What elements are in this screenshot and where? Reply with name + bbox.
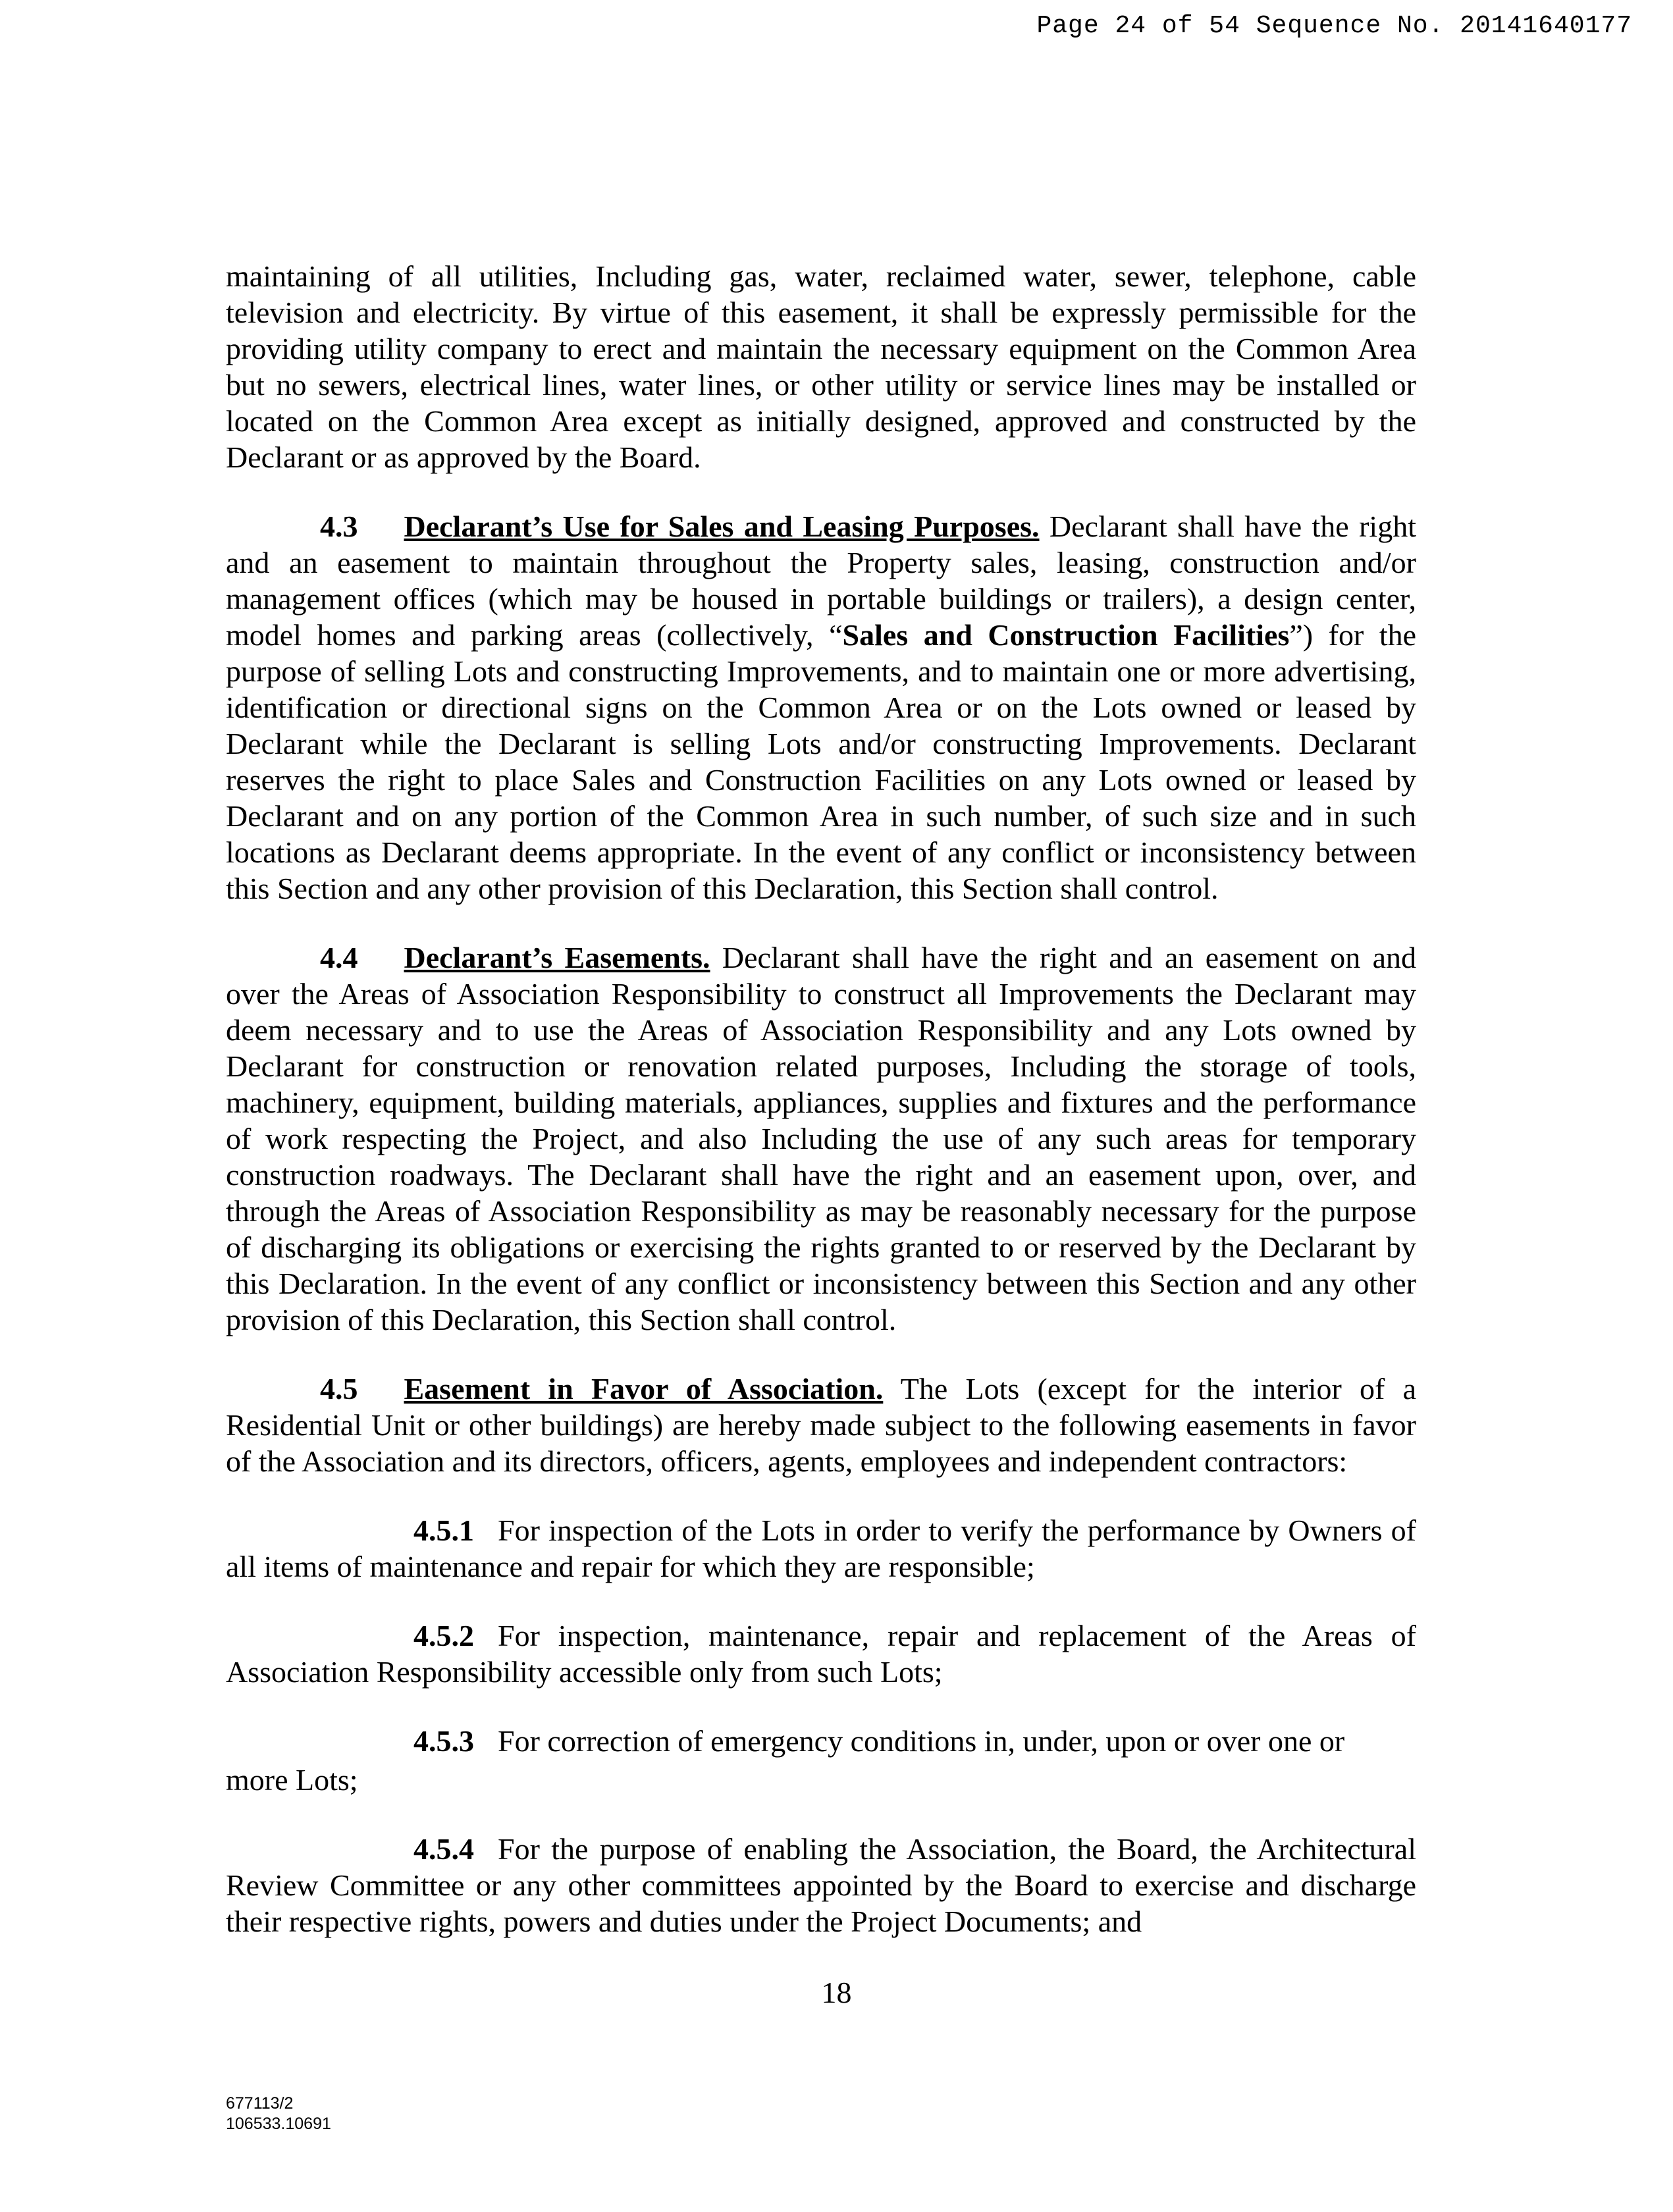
page-number: 18	[821, 1976, 852, 2009]
section-4-5	[226, 1371, 1416, 1479]
section-text: For correction of emergency conditions in, under, upon or over one or	[498, 1724, 1345, 1758]
section-text: ”) for the purpose of selling Lots and constructing Improvements, and to maintain one or more advertising, identification or directional signs on the Common Area or on the Lots owned or leased by Declarant while the Declarant is selling Lots and/or constructing Improvements. Declarant reserves the right to place Sales and Construction Facilities on any Lots owned or leased by Declarant and on any portion of the Common Area in such number, of such size and in such locations as Declarant deems appropriate. In the event of any conflict or inconsistency between this Section and any other provision of this Declaration, this Section shall control.	[226, 618, 1417, 905]
section-text: Declarant shall have the right and an easement on and over the Areas of Association Responsibility to construct all Improvements the Declarant may deem necessary and to use the Areas of Association Responsibility and any Lots owned by Declarant for construction or renovation related purposes, Including the storage of tools, machinery, equipment, building materials, appliances, supplies and fixtures and the performance of work respecting the Project, and also Including the use of any such areas for temporary construction roadways. The Declarant shall have the right and an easement upon, over, and through the Areas of Association Responsibility as may be reasonably necessary for the purpose of discharging its obligations or exercising the rights granted to or reserved by the Declarant by this Declaration. In the event of any conflict or inconsistency between this Section and any other provision of this Declaration, this Section shall control.	[226, 941, 1417, 1336]
section-4-5-3-continued: more Lots;	[226, 1763, 358, 1797]
section-text: The Lots (except for the interior of a Residential Unit or other buildings) are hereby made subject to the following easements in favor of the Association and its directors, officers, agents, employees and independent contractors:	[226, 1372, 1417, 1478]
document-identifiers	[226, 2094, 331, 2134]
section-number: 4.5.3	[413, 1724, 474, 1758]
section-4-5-2	[226, 1618, 1416, 1690]
section-text: For the purpose of enabling the Association, the Board, the Architectural Review Committee or any other committees appointed by the Board to exercise and discharge their respective rights, powers and duties under the Project Documents; and	[226, 1832, 1416, 1938]
section-4-4	[226, 939, 1416, 1338]
section-4-5-1	[226, 1512, 1416, 1585]
section-text: Declarant shall have the right and an easement to maintain throughout the Property sales, leasing, construction and/or management offices (which may be housed in portable buildings or trailers), a design center, model homes and parking areas (collectively, “	[226, 510, 1416, 652]
section-text: For inspection of the Lots in order to verify the performance by Owners of all items of maintenance and repair for which they are responsible;	[226, 1514, 1416, 1583]
section-number: 4.3	[320, 510, 358, 543]
paragraph-utilities-continued: maintaining of all utilities, Including gas, water, reclaimed water, sewer, telephone, cable television and electricity. By virtue of this easement, it shall be expressly permissible for the providing utility company to erect and maintain the necessary equipment on the Common Area but no sewers, electrical lines, water lines, or other utility or service lines may be installed or located on the Common Area except as initially designed, approved and constructed by the Declarant or as approved by the Board.	[226, 259, 1416, 474]
document-id: 677113/2	[226, 2094, 294, 2113]
section-number: 4.4	[320, 941, 358, 974]
document-body	[226, 258, 1416, 1972]
section-4-3	[226, 508, 1416, 907]
section-number: 4.5.4	[413, 1832, 474, 1866]
section-heading: Declarant’s Easements.	[404, 941, 710, 974]
section-4-5-3	[226, 1723, 1416, 1759]
section-4-5-4	[226, 1831, 1416, 1939]
defined-term: Sales and Construction Facilities	[842, 618, 1290, 652]
section-heading: Declarant’s Use for Sales and Leasing Purposes.	[404, 510, 1040, 543]
section-heading: Easement in Favor of Association.	[404, 1372, 884, 1406]
matter-id: 106533.10691	[226, 2115, 331, 2133]
section-text: For inspection, maintenance, repair and replacement of the Areas of Association Responsibility accessible only from such Lots;	[226, 1619, 1416, 1689]
section-number: 4.5.2	[413, 1619, 474, 1652]
page-sequence-header: Page 24 of 54 Sequence No. 20141640177	[1036, 12, 1632, 40]
section-number: 4.5	[320, 1372, 358, 1406]
section-number: 4.5.1	[413, 1514, 474, 1547]
